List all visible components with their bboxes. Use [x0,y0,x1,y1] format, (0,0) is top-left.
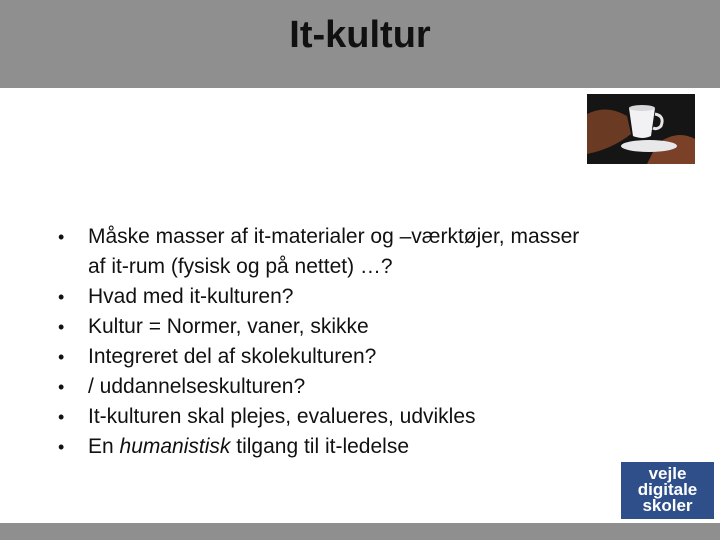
vejle-digitale-skoler-logo [621,462,714,519]
list-item [54,402,684,432]
bullet-text: Måske masser af it-materialer og –værktøjer, masser [88,225,580,248]
coffee-cup-photo [587,94,695,164]
bullet-text: af it-rum (fysisk og på nettet) …? [88,255,393,278]
bullet-text-after: tilgang til it-ledelse [230,435,410,458]
logo-line: skoler [642,496,693,515]
list-item [54,342,684,372]
list-item [54,222,684,282]
list-item [54,432,684,462]
bullet-text: Integreret del af skolekulturen? [88,345,377,368]
bullet-text-italic: humanistisk [119,435,231,458]
bullet-list [54,222,684,462]
bullet-text: Hvad med it-kulturen? [88,285,294,308]
bullet-marker: • [58,317,65,337]
bullet-text: / uddannelseskulturen? [88,375,306,398]
bullet-text: It-kulturen skal plejes, evalueres, udvikles [88,405,476,428]
logo-line: digitale [637,480,698,499]
list-item [54,282,684,312]
list-item [54,372,684,402]
bullet-marker: • [58,437,65,457]
logo-line: vejle [648,464,687,483]
slide-title: It-kultur [289,14,431,56]
bullet-marker: • [58,377,65,397]
bullet-marker: • [58,227,65,247]
bullet-marker: • [58,407,65,427]
bullet-marker: • [58,287,65,307]
list-item [54,312,684,342]
bullet-marker: • [58,347,65,367]
bottom-bar [0,523,720,540]
bullet-text-before: En [88,435,120,458]
bullet-text: Kultur = Normer, vaner, skikke [88,315,369,338]
